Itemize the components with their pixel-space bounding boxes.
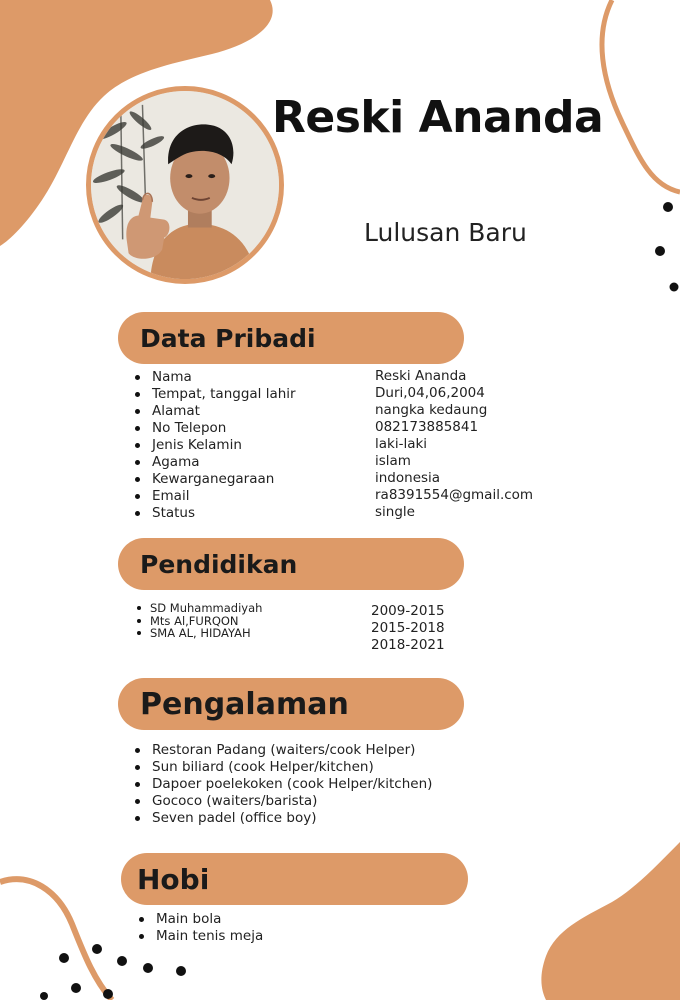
- bottom-left-outline: [0, 879, 112, 1000]
- list-item: Nama: [152, 369, 296, 386]
- field-value: 2015-2018: [371, 620, 445, 636]
- dot: [670, 283, 679, 292]
- profile-photo: [86, 86, 284, 284]
- list-item: Mts Al,FURQON: [150, 615, 262, 628]
- dot: [117, 956, 127, 966]
- section-header-data-pribadi: [118, 312, 464, 364]
- dot: [176, 966, 186, 976]
- top-right-outline: [602, 0, 680, 192]
- list-item: Sun biliard (cook Helper/kitchen): [152, 759, 432, 776]
- list-item: Main bola: [156, 911, 263, 928]
- section-title: Pendidikan: [140, 549, 298, 579]
- section-header-pendidikan: [118, 538, 464, 590]
- dot: [59, 953, 69, 963]
- list-item: No Telepon: [152, 420, 296, 437]
- field-value: islam: [375, 453, 411, 469]
- field-value: single: [375, 504, 415, 520]
- education-years: [371, 603, 445, 654]
- field-value: 082173885841: [375, 419, 479, 435]
- list-item: Jenis Kelamin: [152, 437, 296, 454]
- dot: [71, 983, 81, 993]
- list-item: Kewarganegaraan: [152, 471, 296, 488]
- candidate-subtitle: Lulusan Baru: [364, 218, 527, 247]
- field-value: ra8391554@gmail.com: [375, 487, 534, 503]
- field-value: 2018-2021: [371, 637, 445, 653]
- section-title: Hobi: [137, 862, 210, 896]
- list-item: Status: [152, 505, 296, 522]
- hobby-list: [156, 911, 263, 945]
- section-header-pengalaman: [118, 678, 464, 730]
- experience-list: [152, 742, 432, 827]
- list-item: Alamat: [152, 403, 296, 420]
- section-title: Pengalaman: [140, 686, 349, 722]
- bottom-right-blob: [541, 842, 680, 1000]
- field-value: nangka kedaung: [375, 402, 488, 418]
- dot: [92, 944, 102, 954]
- list-item: Email: [152, 488, 296, 505]
- section-title: Data Pribadi: [140, 323, 316, 353]
- field-value: 2009-2015: [371, 603, 445, 619]
- list-item: Main tenis meja: [156, 928, 264, 944]
- education-schools: [150, 602, 262, 640]
- dot: [143, 963, 153, 973]
- field-value: laki-laki: [375, 436, 428, 452]
- field-value: Duri,04,06,2004: [375, 385, 485, 401]
- list-item: Gococo (waiters/barista): [152, 793, 432, 810]
- dot: [663, 202, 673, 212]
- field-value: Reski Ananda: [375, 368, 467, 384]
- dot: [655, 246, 665, 256]
- list-item: Restoran Padang (waiters/cook Helper): [152, 742, 432, 759]
- profile-photo-icon: [91, 91, 279, 279]
- list-item: Agama: [152, 454, 296, 471]
- section-header-hobi: [121, 853, 468, 905]
- candidate-name: Reski Ananda: [272, 92, 604, 143]
- list-item: SD Muhammadiyah: [150, 601, 263, 615]
- dot: [103, 989, 113, 999]
- field-value: indonesia: [375, 470, 441, 486]
- dot: [40, 992, 48, 1000]
- list-item: Dapoer poelekoken (cook Helper/kitchen): [152, 776, 433, 792]
- personal-data-labels: [152, 369, 296, 522]
- list-item: SMA AL, HIDAYAH: [150, 627, 262, 640]
- personal-data-values: [375, 368, 533, 521]
- list-item: Seven padel (office boy): [152, 810, 432, 827]
- list-item: Tempat, tanggal lahir: [152, 386, 296, 402]
